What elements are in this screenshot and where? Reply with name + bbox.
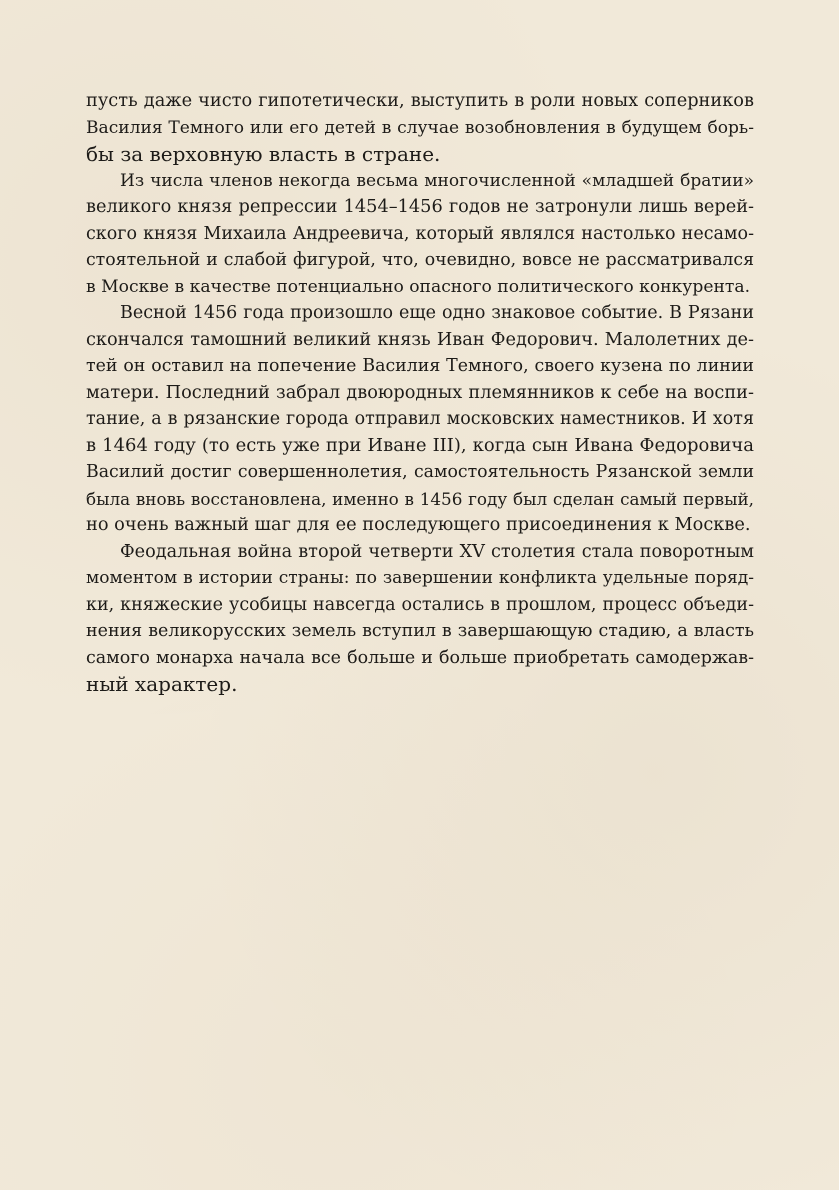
text-line: тание, а в рязанские города отправил московских наместников. И хотя <box>86 409 754 429</box>
text-line: была вновь восстановлена, именно в 1456 году был сделан самый первый, <box>86 488 754 509</box>
text-line: Василий достиг совершеннолетия, самостоятельность Рязанской земли <box>86 462 754 482</box>
text-line: самого монарха начала все больше и больше приобретать самодержав- <box>86 647 754 668</box>
text-line: тей он оставил на попечение Василия Темного, своего кузена по линии <box>86 356 754 376</box>
text-line: ского князя Михаила Андреевича, который являлся настолько несамо- <box>86 223 754 244</box>
text-line: пусть даже чисто гипотетически, выступить в роли новых соперников <box>86 91 754 111</box>
text-line: нения великорусских земель вступил в завершающую стадию, а власть <box>86 621 754 641</box>
text-line: великого князя репрессии 1454–1456 годов не затронули лишь верей- <box>86 197 754 217</box>
text-line: матери. Последний забрал двоюродных племянников к себе на воспи- <box>86 382 754 403</box>
text-line: в Москве в качестве потенциально опасного политического конкурента. <box>86 276 751 297</box>
text-line: ки, княжеские усобицы навсегда остались в прошлом, процесс объеди- <box>86 594 754 615</box>
text-line: Из числа членов некогда весьма многочисленной «младшей братии» <box>120 170 754 191</box>
paragraph-4 <box>86 539 754 698</box>
text-line: бы за верховную власть в стране. <box>86 142 441 166</box>
text-line: но очень важный шаг для ее последующего присоединения к Москве. <box>86 515 751 535</box>
paragraph-3 <box>86 300 754 539</box>
text-line: Василия Темного или его детей в случае возобновления в будущем борь- <box>86 117 754 138</box>
body-text <box>86 88 754 698</box>
text-line: в 1464 году (то есть уже при Иване III), когда сын Ивана Федоровича <box>86 434 754 456</box>
paragraph-2 <box>86 168 754 301</box>
text-line: моментом в истории страны: по завершении конфликта удельные поряд- <box>86 568 754 588</box>
paragraph-1 <box>86 88 754 168</box>
text-line: скончался тамошний великий князь Иван Федорович. Малолетних де- <box>86 329 754 350</box>
text-line: Весной 1456 года произошло еще одно знаковое событие. В Рязани <box>120 303 754 323</box>
text-line: ный характер. <box>86 672 238 696</box>
text-line: стоятельной и слабой фигурой, что, очевидно, вовсе не рассматривался <box>86 250 754 270</box>
text-line: Феодальная война второй четверти XV столетия стала поворотным <box>120 541 754 562</box>
